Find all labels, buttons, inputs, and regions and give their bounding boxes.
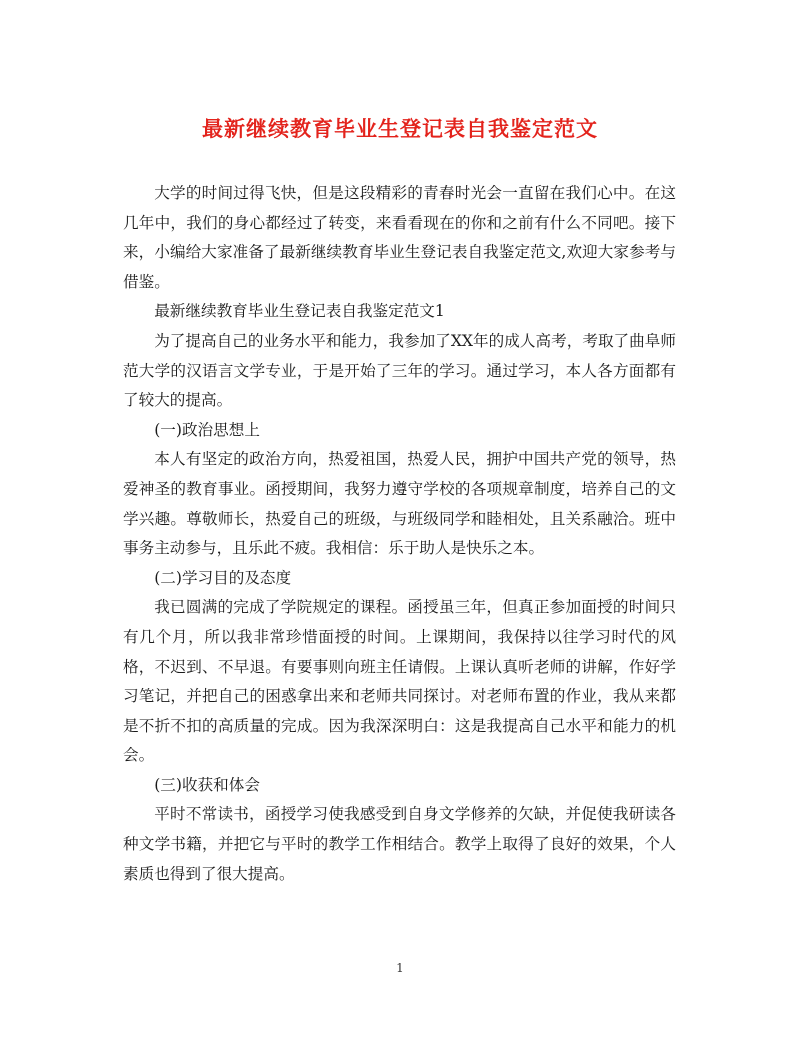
section-heading-gains: (三)收获和体会: [154, 775, 260, 794]
document-body: [123, 179, 676, 889]
document-title: 最新继续教育毕业生登记表自我鉴定范文: [202, 116, 598, 141]
body-paragraph: 为了提高自己的业务水平和能力，我参加了XX年的成人高考，考取了曲阜师范大学的汉语言文学专业，于是开始了三年的学习。通过学习，本人各方面都有了较大的提高。: [123, 331, 676, 410]
section-heading-sample-1: 最新继续教育毕业生登记表自我鉴定范文1: [154, 302, 445, 321]
body-paragraph: 平时不常读书，函授学习使我感受到自身文学修养的欠缺，并促使我研读各种文学书籍，并把它与平时的教学工作相结合。教学上取得了良好的效果，个人素质也得到了很大提高。: [123, 805, 676, 883]
body-paragraph: 我已圆满的完成了学院规定的课程。函授虽三年，但真正参加面授的时间只有几个月，所以我非常珍惜面授的时间。上课期间，我保持以往学习时代的风格，不迟到、不早退。有要事则向班主任请假。上课认真听老师的讲解，作好学习笔记，并把自己的困惑拿出来和老师共同探讨。对老师布置的作业，我从来都是不折不扣的高质量的完成。因为我深深明白：这是我提高自己水平和能力的机会。: [123, 598, 676, 765]
body-paragraph: 本人有坚定的政治方向，热爱祖国，热爱人民，拥护中国共产党的领导，热爱神圣的教育事业。函授期间，我努力遵守学校的各项规章制度，培养自己的文学兴趣。尊敬师长，热爱自己的班级，与班级同学和睦相处，且关系融洽。班中事务主动参与，且乐此不疲。我相信：乐于助人是快乐之本。: [123, 450, 676, 558]
section-heading-study: (二)学习目的及态度: [154, 568, 292, 587]
section-heading-political: (一)政治思想上: [154, 420, 260, 439]
page-number: 1: [396, 961, 404, 975]
intro-paragraph: 大学的时间过得飞快，但是这段精彩的青春时光会一直留在我们心中。在这几年中，我们的身心都经过了转变，来看看现在的你和之前有什么不同吧。接下来，小编给大家准备了最新继续教育毕业生登记表自我鉴定范文,欢迎大家参考与借鉴。: [123, 184, 676, 291]
